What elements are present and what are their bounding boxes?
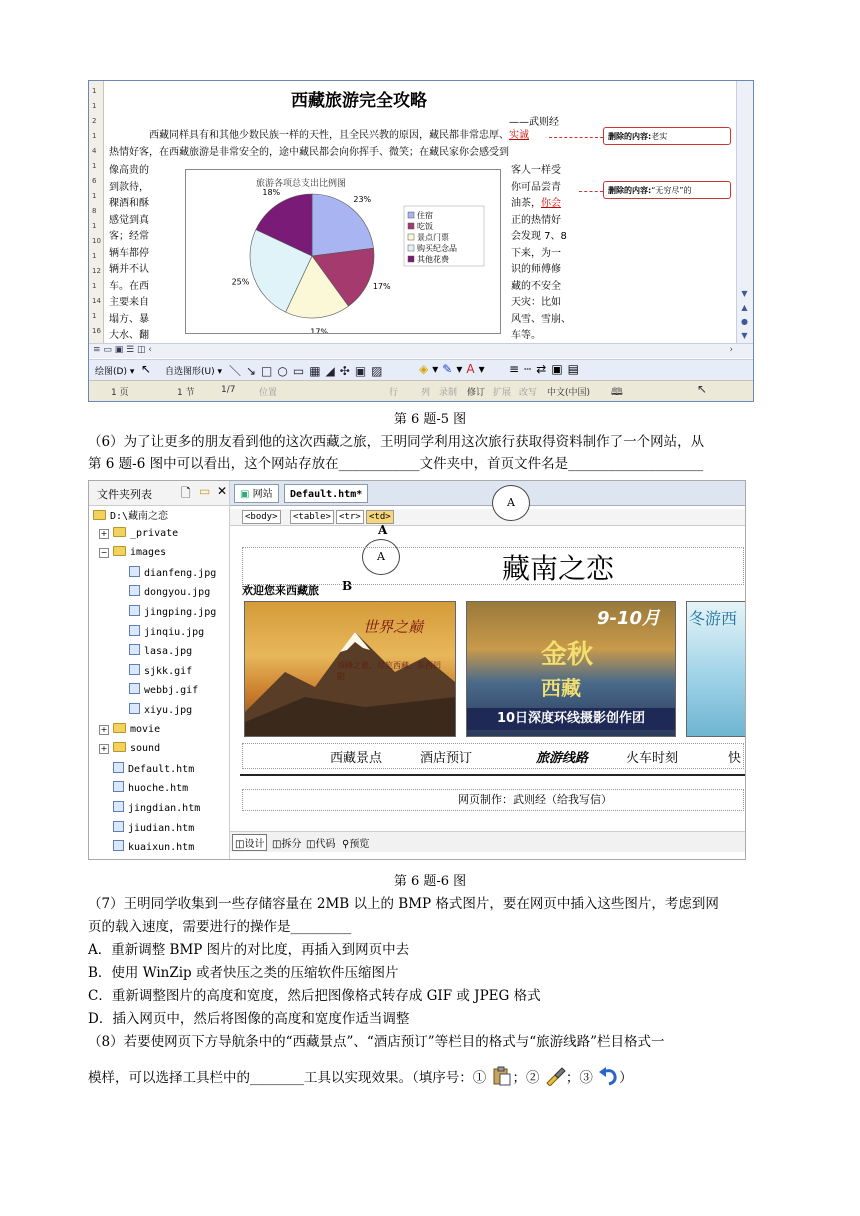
nav-item[interactable]: 酒店预订 xyxy=(420,751,473,766)
callout-a-1: A xyxy=(492,485,530,521)
ruler-mark: 1 xyxy=(92,282,97,290)
site-icon: ▣ xyxy=(240,489,250,500)
q8-line1: （8）若要使网页下方导航条中的“西藏景点”、“酒店预订”等栏目的格式与“旅游线路”栏目格式一 xyxy=(88,1034,665,1050)
comment-connector xyxy=(579,191,603,192)
expand-icon[interactable]: + xyxy=(100,528,108,538)
status-section: 1 节 xyxy=(177,388,195,398)
tree-label: kuaixun.htm xyxy=(128,842,195,854)
undo-icon xyxy=(597,1066,619,1086)
nav-item[interactable]: 快 xyxy=(728,751,742,766)
comment-deleted-2[interactable]: 删除的内容:“无穷尽”的 xyxy=(603,181,731,199)
status-trk[interactable]: 修订 xyxy=(467,388,486,398)
document-tabs xyxy=(230,481,745,506)
figure6-caption: 第 6 题-6 图 xyxy=(393,874,467,889)
status-page: 1 页 xyxy=(111,388,129,398)
file-icon xyxy=(129,703,140,714)
tree-file[interactable] xyxy=(129,585,210,598)
img2-banner: 10日深度环线摄影创作团 xyxy=(467,708,675,730)
doc-line-1: 西藏同样具有和其他少数民族一样的天性，且全民兴教的原因，藏民都非常忠厚、实诚 xyxy=(149,130,529,141)
legend-label: 其他花费 xyxy=(417,255,449,264)
doc-right-line: 下来，为一 xyxy=(511,247,561,259)
panel-title: 文件夹列表 xyxy=(97,488,152,501)
line-style-icons[interactable]: ≡┄⇄▣▤ xyxy=(509,362,585,376)
figure5-caption: 第 6 题-5 图 xyxy=(393,412,467,427)
tab-default-htm[interactable]: Default.htm* xyxy=(284,484,368,503)
img2-tag: 9-10月 xyxy=(597,608,661,629)
ruler-mark: 1 xyxy=(92,102,97,110)
tree-file[interactable] xyxy=(129,683,198,696)
folder-icon xyxy=(113,527,126,537)
tree-file[interactable] xyxy=(129,664,192,677)
vertical-scrollbar[interactable] xyxy=(736,81,753,343)
tree-folder[interactable] xyxy=(99,723,160,735)
doc-left-line: 客；经常 xyxy=(109,231,149,242)
spelling-icon[interactable]: 🕮 xyxy=(611,387,623,398)
marker-a: A xyxy=(378,523,388,537)
legend-label: 景点门票 xyxy=(417,233,449,242)
tree-file[interactable] xyxy=(99,762,194,775)
file-icon xyxy=(129,625,140,636)
doc-left-line: 辆车都停 xyxy=(109,247,149,259)
scroll-right-icon[interactable]: › xyxy=(729,345,733,355)
tree-label: Default.htm xyxy=(128,763,195,775)
doc-right-line: 正的热情好 xyxy=(511,214,561,226)
tag-table[interactable]: <table> xyxy=(290,510,334,524)
ruler-mark: 1 xyxy=(92,252,97,260)
doc-right-line: 客人一样受 xyxy=(511,165,561,176)
horizontal-scrollbar[interactable] xyxy=(89,343,753,358)
tree-label: jingdian.htm xyxy=(128,803,201,814)
image-golden-autumn[interactable] xyxy=(466,601,676,737)
view-design[interactable]: ◫设计 xyxy=(232,834,267,851)
tag-tr[interactable]: <tr> xyxy=(336,510,364,524)
tree-label: lasa.jpg xyxy=(144,646,193,658)
status-language: 中文(中国) xyxy=(547,388,591,398)
file-panel xyxy=(89,481,230,859)
nav-item[interactable]: 火车时刻 xyxy=(626,751,679,766)
draw-menu[interactable]: 绘图(D) ▾ xyxy=(95,367,135,377)
tree-folder[interactable] xyxy=(93,507,168,522)
ruler-mark: 14 xyxy=(92,297,101,305)
tree-label: huoche.htm xyxy=(128,783,189,795)
q7-option-d: D．插入网页中，然后将图像的高度和宽度作适当调整 xyxy=(88,1011,410,1027)
folder-icon xyxy=(113,546,126,556)
paste-icon xyxy=(491,1066,513,1086)
ruler-mark: 1 xyxy=(92,87,97,95)
ruler-mark: 8 xyxy=(92,207,97,215)
view-preview[interactable]: ⚲预览 xyxy=(342,839,370,850)
legend-label: 购买纪念品 xyxy=(417,244,457,253)
comment-deleted-1[interactable]: 删除的内容:老实 xyxy=(603,127,731,145)
status-ext[interactable]: 扩展 xyxy=(493,388,512,398)
status-position: 位置 xyxy=(259,388,278,398)
tree-label: sjkk.gif xyxy=(144,665,193,677)
close-icon[interactable]: ✕ xyxy=(217,484,228,498)
folder-icon xyxy=(113,742,126,752)
doc-right-line: 你可品尝青 xyxy=(511,181,561,193)
doc-right-line: 天灾：比如 xyxy=(511,297,561,308)
tree-label: dongyou.jpg xyxy=(144,587,211,599)
title-cell[interactable] xyxy=(242,547,744,585)
doc-left-line: 稞酒和酥 xyxy=(109,198,149,209)
pie-chart-frame[interactable] xyxy=(185,169,501,334)
ruler-mark: 6 xyxy=(92,177,97,185)
legend-swatch xyxy=(408,245,414,251)
view-switcher xyxy=(230,831,745,852)
doc-right-line: 藏的不安全 xyxy=(511,280,561,292)
doc-author: ——武则经 xyxy=(509,117,559,128)
file-icon xyxy=(113,762,124,773)
doc-title: 西藏旅游完全攻略 xyxy=(291,91,427,111)
pie-label-1: 23% xyxy=(353,194,372,204)
callout-a-2: A xyxy=(362,539,400,575)
q7-option-b: B．使用 WinZip 或者快压之类的压缩软件压缩图片 xyxy=(88,965,399,981)
tree-label: images xyxy=(130,547,167,559)
site-title: 藏南之恋 xyxy=(502,552,615,585)
doc-right-line: 风雪、雪崩、 xyxy=(511,313,571,325)
image-world-peak[interactable] xyxy=(244,601,456,737)
ruler-mark: 1 xyxy=(92,312,97,320)
document-window xyxy=(230,481,745,859)
legend-label: 住宿 xyxy=(417,211,433,220)
word-screenshot xyxy=(88,80,754,402)
mouse-cursor-icon: ↖ xyxy=(697,382,708,396)
ruler-mark: 10 xyxy=(92,237,101,245)
select-browse-icon[interactable]: ● xyxy=(741,317,748,326)
doc-line-2: 热情好客，在西藏旅游是非常安全的，途中藏民都会向你挥手、微笑；在藏民家你会感受到 xyxy=(109,147,509,158)
legend-swatch xyxy=(408,223,414,229)
legend-swatch xyxy=(408,234,414,240)
q7-option-c: C．重新调整图片的高度和宽度，然后把图像格式转存成 GIF 或 JPEG 格式 xyxy=(88,988,541,1004)
tree-folder[interactable] xyxy=(99,546,166,558)
pie-chart xyxy=(186,170,500,333)
nav-item[interactable]: 西藏景点 xyxy=(330,751,383,766)
q7-stem1: （7）王明同学收集到一些存储容量在 2MB 以上的 BMP 格式图片，要在网页中插入这些图片，考虑到网 xyxy=(88,896,719,912)
dreamweaver-screenshot xyxy=(88,480,746,860)
folder-icon xyxy=(93,510,106,520)
folder-icon[interactable]: ▭ xyxy=(199,484,211,498)
tree-label: webbj.gif xyxy=(144,685,199,697)
doc-left-line: 塌方、暴 xyxy=(109,313,149,325)
ruler-mark: 1 xyxy=(92,162,97,170)
tree-label: _private xyxy=(130,527,179,539)
img2-big1: 金秋 xyxy=(541,640,594,670)
autoshape-menu[interactable]: 自选图形(U) ▾ xyxy=(165,367,223,377)
doc-red-text: 你会 xyxy=(541,198,561,209)
view-split[interactable]: ◫拆分 xyxy=(272,839,302,850)
next-page-icon[interactable]: ▼ xyxy=(741,331,748,340)
doc-left-line: 像高贵的 xyxy=(109,165,149,176)
q6-line2: 第 6 题-6 图中可以看出，这个网站存放在____________文件夹中，首页文件名是____________________ xyxy=(88,456,704,472)
tag-td[interactable]: <td> xyxy=(366,510,394,524)
q7-option-a: A．重新调整 BMP 图片的对比度，再插入到网页中去 xyxy=(88,942,410,958)
folder-icon xyxy=(113,723,126,733)
file-icon xyxy=(113,801,124,812)
file-panel-header xyxy=(89,481,229,506)
nav-item[interactable]: 旅游线路 xyxy=(536,751,589,766)
doc-right-line: 油茶，你会 xyxy=(511,198,561,209)
q7-stem2: 页的载入速度，需要进行的操作是_________ xyxy=(88,919,352,935)
ruler-mark: 1 xyxy=(92,222,97,230)
doc-right-line: 识的师傅修 xyxy=(511,264,561,275)
img1-title: 世界之巅 xyxy=(363,618,424,636)
tree-label: jinqiu.jpg xyxy=(144,626,205,638)
tree-folder[interactable] xyxy=(99,527,178,539)
ruler-mark: 12 xyxy=(92,267,101,275)
expand-icon[interactable]: + xyxy=(100,744,108,754)
img3-text: 冬游西 xyxy=(689,609,738,628)
vertical-ruler xyxy=(89,81,104,343)
view-code[interactable]: ◫代码 xyxy=(306,839,336,850)
file-icon xyxy=(129,664,140,675)
file-icon xyxy=(129,566,140,577)
doc-right-line: 会发现 7、8 xyxy=(511,231,567,242)
welcome-text: 欢迎您来西藏旅 xyxy=(242,584,319,597)
doc-left-line: 到款待， xyxy=(109,181,149,193)
tree-file[interactable] xyxy=(99,840,194,853)
status-pagecount: 1/7 xyxy=(221,385,236,395)
tree-label: D:\藏南之恋 xyxy=(110,511,169,522)
tree-file[interactable] xyxy=(129,703,192,716)
tree-file[interactable] xyxy=(99,821,194,834)
tree-label: sound xyxy=(130,743,161,755)
tree-file[interactable] xyxy=(129,566,216,579)
drawing-toolbar xyxy=(89,359,753,380)
tree-label: jingping.jpg xyxy=(144,607,217,618)
legend-label: 吃饭 xyxy=(417,222,433,231)
new-file-icon[interactable]: 🗋 xyxy=(181,486,191,500)
image-winter-tour[interactable] xyxy=(686,601,746,737)
ruler-mark: 1 xyxy=(92,192,97,200)
file-icon xyxy=(129,644,140,655)
legend-swatch xyxy=(408,256,414,262)
file-icon xyxy=(129,585,140,596)
format-brush-icon xyxy=(544,1066,566,1086)
chart-title: 旅游各项总支出比例图 xyxy=(255,179,347,189)
ruler-mark: 16 xyxy=(92,327,101,335)
scroll-down-icon[interactable]: ▼ xyxy=(741,289,748,298)
pie-label-5: 18% xyxy=(262,187,281,197)
color-tools-icons[interactable]: ◈▾✎▾A▾ xyxy=(419,362,489,376)
tab-site[interactable]: ▣ 网站 xyxy=(234,484,279,503)
tree-file[interactable] xyxy=(129,625,204,638)
expand-icon[interactable]: + xyxy=(100,724,108,734)
comment-connector xyxy=(549,137,603,138)
tree-label: movie xyxy=(130,723,161,735)
q8-line2: 模样，可以选择工具栏中的________工具以实现效果。（填序号：① ；② ；③ ） xyxy=(88,1066,633,1086)
status-col: 列 xyxy=(421,388,431,398)
status-ovr[interactable]: 改写 xyxy=(519,388,538,398)
status-bar xyxy=(89,380,753,401)
tree-label: xiyu.jpg xyxy=(144,705,193,716)
doc-left-line: 大水、翻 xyxy=(109,330,149,341)
collapse-icon[interactable]: − xyxy=(100,548,108,558)
doc-right-line: 车等。 xyxy=(511,330,541,341)
pie-label-3: 17% xyxy=(310,327,329,333)
tag-selector xyxy=(230,509,745,526)
tree-folder[interactable] xyxy=(99,742,160,754)
ruler-mark: 1 xyxy=(92,132,97,140)
q6-line1: （6）为了让更多的朋友看到他的这次西藏之旅，王明同学利用这次旅行获取得资料制作了一个网站，从 xyxy=(88,434,705,450)
tree-file[interactable] xyxy=(99,801,200,814)
file-icon xyxy=(113,821,124,832)
shape-tools-icons[interactable]: ＼↘□○▭▦◢✣▣▨ xyxy=(229,364,388,378)
footer-text: 网页制作：武则经（给我写信） xyxy=(458,793,612,806)
pie-label-2: 17% xyxy=(372,282,391,292)
file-icon xyxy=(129,605,140,616)
doc-left-line: 车。在西 xyxy=(109,280,149,292)
view-buttons[interactable]: ≡ ▭ ▣ ☰ ◫ ‹ xyxy=(93,345,153,355)
ruler-mark: 2 xyxy=(92,117,97,125)
file-icon xyxy=(113,781,124,792)
marker-b: B xyxy=(342,579,353,593)
prev-page-icon[interactable]: ▲ xyxy=(741,303,748,312)
tree-file[interactable] xyxy=(129,605,216,618)
status-line: 行 xyxy=(389,388,399,398)
divider-line xyxy=(240,774,745,776)
pie-label-4: 25% xyxy=(231,277,250,287)
select-arrow-icon[interactable]: ↖ xyxy=(141,362,152,376)
img2-big2: 西藏 xyxy=(541,676,581,700)
doc-left-line: 主要来自 xyxy=(109,297,149,308)
tag-body[interactable]: <body> xyxy=(242,510,281,524)
tree-file[interactable] xyxy=(99,781,188,794)
doc-left-line: 辆并不认 xyxy=(109,264,149,275)
ruler-mark: 4 xyxy=(92,147,97,155)
status-rec[interactable]: 录制 xyxy=(439,388,458,398)
legend-swatch xyxy=(408,212,414,218)
tree-label: jiudian.htm xyxy=(128,822,195,834)
doc-left-line: 感觉到真 xyxy=(109,214,149,226)
file-icon xyxy=(129,683,140,694)
tree-file[interactable] xyxy=(129,644,192,657)
file-icon xyxy=(113,840,124,851)
img1-subtitle: 顶峰之旅，尽览西藏，东西凹陷 xyxy=(337,661,441,681)
tree-label: dianfeng.jpg xyxy=(144,567,217,579)
